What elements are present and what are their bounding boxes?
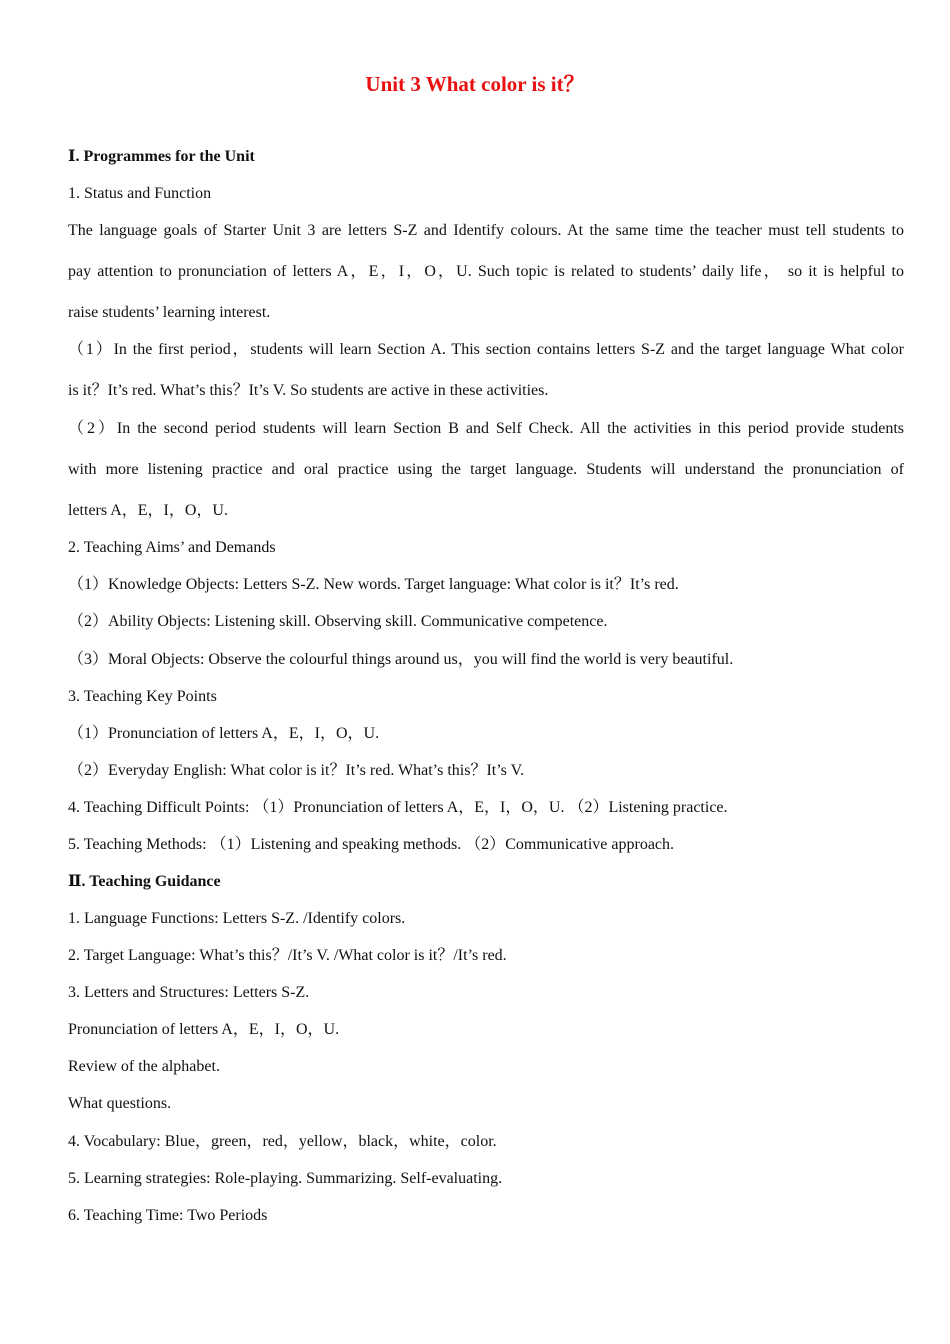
paragraph-line: （1）In the first period，students will learn Section A. This section contains letters S-Z and the target language What color [68,341,904,358]
paragraph-line: （2）In the second period students will learn Section B and Self Check. All the activities in this period provide students [68,420,904,437]
guidance-item: 5. Learning strategies: Role-playing. Summarizing. Self-evaluating. [68,1170,503,1187]
teaching-methods: 5. Teaching Methods: （1）Listening and speaking methods. （2）Communicative approach. [68,836,675,853]
key-point-item: （1）Pronunciation of letters A，E，I，O，U. [68,725,380,742]
paragraph-line: The language goals of Starter Unit 3 are letters S-Z and Identify colours. At the same time the teacher must tell students to [68,222,904,239]
guidance-item: Pronunciation of letters A，E，I，O，U. [68,1021,340,1038]
aims-item: （2）Ability Objects: Listening skill. Observing skill. Communicative competence. [68,613,608,630]
guidance-item: What questions. [68,1095,172,1112]
paragraph-line: raise students’ learning interest. [68,304,271,321]
paragraph-line: is it？It’s red. What’s this？It’s V. So students are active in these activities. [68,382,549,399]
key-points-heading: 3. Teaching Key Points [68,688,217,705]
aims-item: （1）Knowledge Objects: Letters S-Z. New words. Target language: What color is it？It’s red. [68,576,679,593]
guidance-item: 4. Vocabulary: Blue，green，red，yellow，black，white，color. [68,1133,497,1150]
key-point-item: （2）Everyday English: What color is it？It’s red. What’s this？It’s V. [68,762,525,779]
status-function-heading: 1. Status and Function [68,185,212,202]
guidance-item: 2. Target Language: What’s this？/It’s V. /What color is it？/It’s red. [68,947,507,964]
guidance-item: 6. Teaching Time: Two Periods [68,1207,268,1224]
paragraph-line: with more listening practice and oral practice using the target language. Students will understand the pronunciation of [68,461,904,478]
guidance-item: 3. Letters and Structures: Letters S-Z. [68,984,310,1001]
paragraph-line: pay attention to pronunciation of letters A，E，I，O，U. Such topic is related to students’ daily life， so it is helpful to [68,263,904,280]
teaching-aims-heading: 2. Teaching Aims’ and Demands [68,539,276,556]
aims-item: （3）Moral Objects: Observe the colourful things around us，you will find the world is very beautiful. [68,651,734,668]
paragraph-line: letters A，E，I，O，U. [68,502,228,519]
guidance-item: 1. Language Functions: Letters S-Z. /Identify colors. [68,910,406,927]
document-title: Unit 3 What color is it？ [365,72,585,96]
section-2-heading: Ⅱ. Teaching Guidance [68,873,221,890]
section-1-heading: Ⅰ. Programmes for the Unit [68,148,255,165]
guidance-item: Review of the alphabet. [68,1058,220,1075]
difficult-points: 4. Teaching Difficult Points: （1）Pronunciation of letters A，E，I，O，U. （2）Listening practice. [68,799,728,816]
